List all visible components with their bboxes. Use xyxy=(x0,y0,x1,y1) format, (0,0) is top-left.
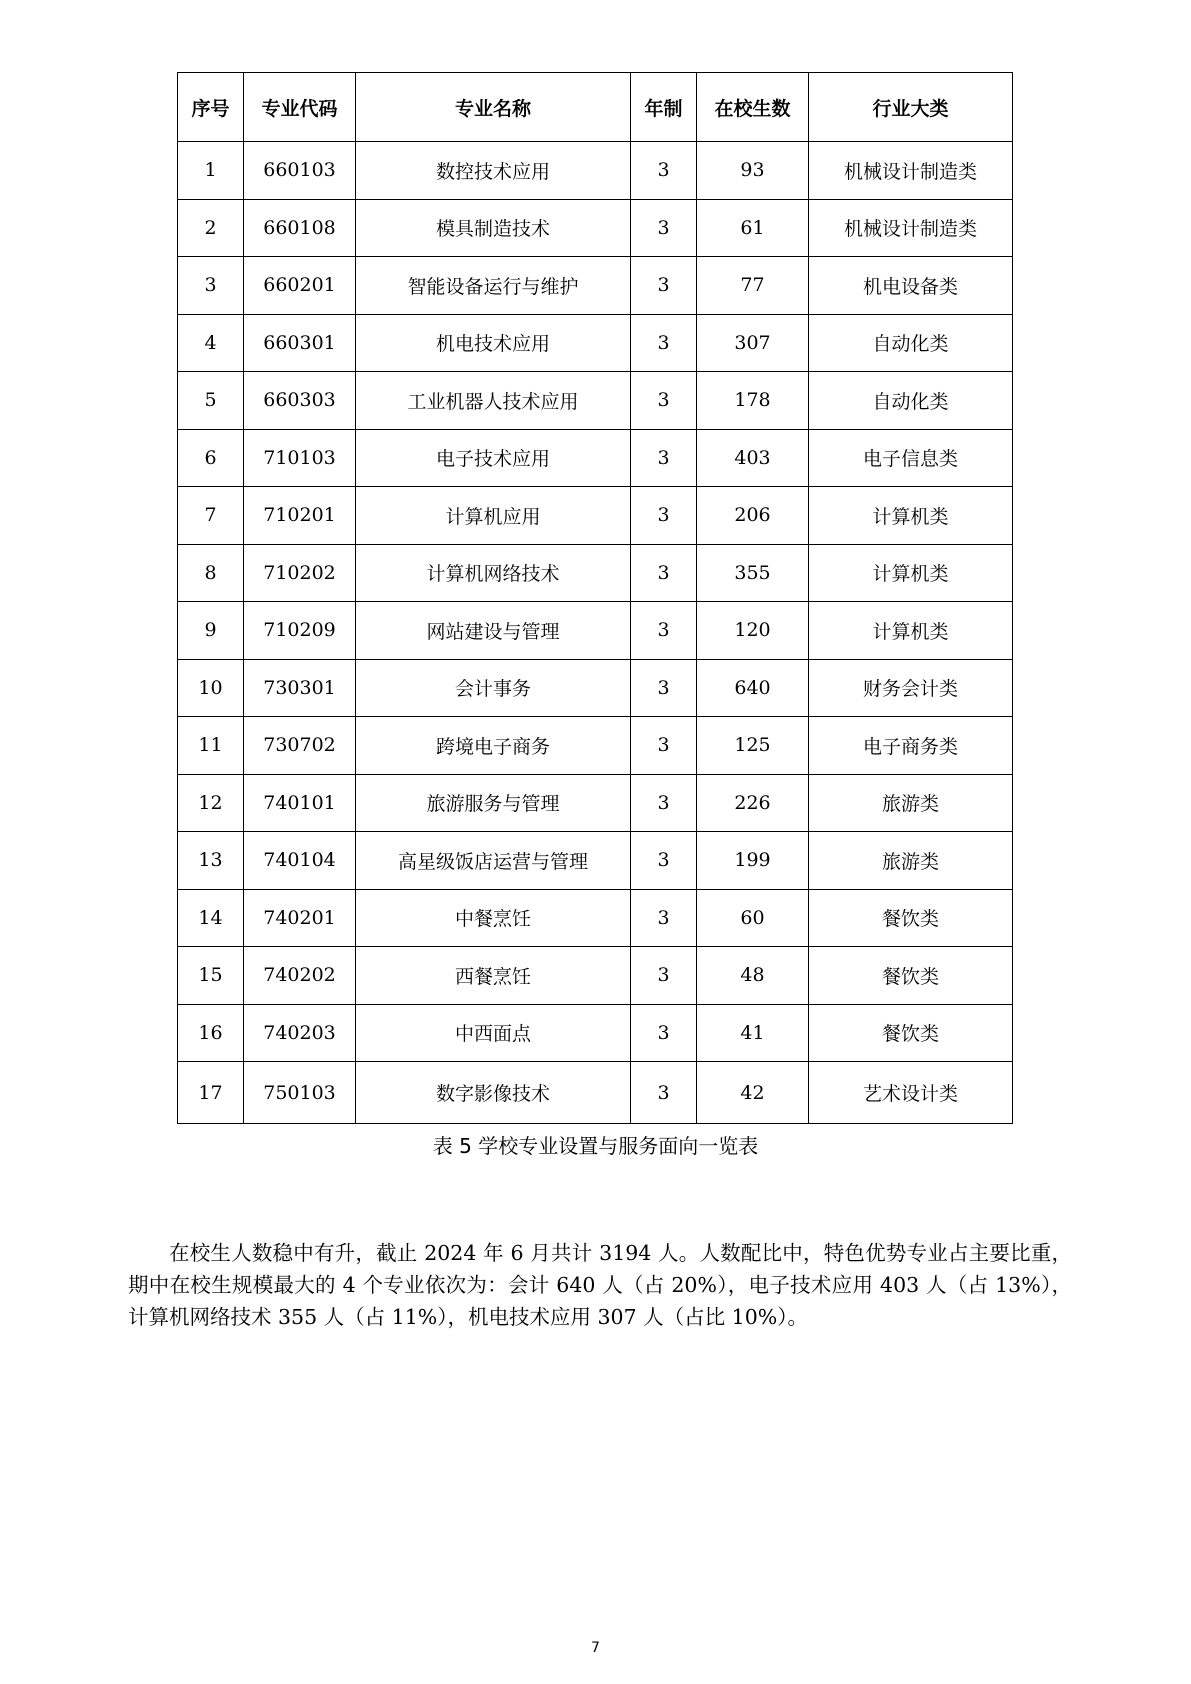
cell-enrollment: 60 xyxy=(697,889,809,947)
cell-enrollment: 206 xyxy=(697,487,809,545)
table-row xyxy=(178,487,1013,545)
cell-enrollment: 61 xyxy=(697,199,809,257)
majors-table xyxy=(177,72,1013,1124)
header-major-name: 专业名称 xyxy=(356,73,631,142)
cell-duration: 3 xyxy=(631,1062,697,1124)
cell-industry: 旅游类 xyxy=(809,774,1013,832)
cell-major-name: 网站建设与管理 xyxy=(356,602,631,660)
cell-index: 5 xyxy=(178,372,244,430)
table-row xyxy=(178,314,1013,372)
table-caption: 表 5 学校专业设置与服务面向一览表 xyxy=(432,1134,759,1158)
cell-major-code: 660301 xyxy=(244,314,356,372)
cell-major-name: 模具制造技术 xyxy=(356,199,631,257)
cell-major-code: 740203 xyxy=(244,1004,356,1062)
cell-major-code: 710209 xyxy=(244,602,356,660)
cell-enrollment: 48 xyxy=(697,947,809,1005)
cell-duration: 3 xyxy=(631,947,697,1005)
header-duration: 年制 xyxy=(631,73,697,142)
table-body xyxy=(178,142,1013,1124)
cell-major-name: 计算机网络技术 xyxy=(356,544,631,602)
table-row xyxy=(178,774,1013,832)
cell-major-name: 跨境电子商务 xyxy=(356,717,631,775)
cell-index: 16 xyxy=(178,1004,244,1062)
cell-index: 1 xyxy=(178,142,244,200)
table-row xyxy=(178,142,1013,200)
cell-industry: 计算机类 xyxy=(809,544,1013,602)
cell-index: 6 xyxy=(178,429,244,487)
cell-enrollment: 355 xyxy=(697,544,809,602)
cell-industry: 旅游类 xyxy=(809,832,1013,890)
cell-major-code: 730301 xyxy=(244,659,356,717)
header-major-code: 专业代码 xyxy=(244,73,356,142)
cell-major-name: 高星级饭店运营与管理 xyxy=(356,832,631,890)
cell-duration: 3 xyxy=(631,717,697,775)
cell-enrollment: 178 xyxy=(697,372,809,430)
cell-duration: 3 xyxy=(631,602,697,660)
cell-duration: 3 xyxy=(631,774,697,832)
cell-industry: 餐饮类 xyxy=(809,1004,1013,1062)
cell-major-name: 旅游服务与管理 xyxy=(356,774,631,832)
cell-enrollment: 226 xyxy=(697,774,809,832)
table-row xyxy=(178,889,1013,947)
table-header-row xyxy=(178,73,1013,142)
cell-index: 17 xyxy=(178,1062,244,1124)
cell-major-name: 中餐烹饪 xyxy=(356,889,631,947)
cell-major-name: 工业机器人技术应用 xyxy=(356,372,631,430)
cell-major-code: 710202 xyxy=(244,544,356,602)
table-row xyxy=(178,429,1013,487)
cell-major-code: 660201 xyxy=(244,257,356,315)
cell-enrollment: 307 xyxy=(697,314,809,372)
cell-duration: 3 xyxy=(631,487,697,545)
header-index: 序号 xyxy=(178,73,244,142)
cell-duration: 3 xyxy=(631,659,697,717)
cell-major-code: 740104 xyxy=(244,832,356,890)
cell-major-name: 电子技术应用 xyxy=(356,429,631,487)
cell-index: 13 xyxy=(178,832,244,890)
cell-index: 3 xyxy=(178,257,244,315)
cell-major-code: 740201 xyxy=(244,889,356,947)
cell-major-name: 机电技术应用 xyxy=(356,314,631,372)
table-row xyxy=(178,1004,1013,1062)
cell-duration: 3 xyxy=(631,429,697,487)
cell-index: 4 xyxy=(178,314,244,372)
cell-industry: 自动化类 xyxy=(809,372,1013,430)
cell-index: 2 xyxy=(178,199,244,257)
page-number: 7 xyxy=(591,1640,600,1656)
cell-industry: 财务会计类 xyxy=(809,659,1013,717)
table-row xyxy=(178,544,1013,602)
cell-duration: 3 xyxy=(631,832,697,890)
cell-index: 14 xyxy=(178,889,244,947)
cell-major-name: 计算机应用 xyxy=(356,487,631,545)
cell-major-name: 会计事务 xyxy=(356,659,631,717)
cell-major-name: 西餐烹饪 xyxy=(356,947,631,1005)
cell-index: 11 xyxy=(178,717,244,775)
cell-enrollment: 640 xyxy=(697,659,809,717)
cell-major-name: 数字影像技术 xyxy=(356,1062,631,1124)
table-row xyxy=(178,257,1013,315)
cell-enrollment: 125 xyxy=(697,717,809,775)
cell-major-code: 660103 xyxy=(244,142,356,200)
cell-major-code: 660108 xyxy=(244,199,356,257)
table-row xyxy=(178,1062,1013,1124)
cell-major-name: 数控技术应用 xyxy=(356,142,631,200)
table-row xyxy=(178,602,1013,660)
cell-duration: 3 xyxy=(631,544,697,602)
cell-enrollment: 199 xyxy=(697,832,809,890)
cell-industry: 电子信息类 xyxy=(809,429,1013,487)
cell-industry: 机械设计制造类 xyxy=(809,199,1013,257)
cell-duration: 3 xyxy=(631,199,697,257)
cell-industry: 电子商务类 xyxy=(809,717,1013,775)
cell-major-code: 740101 xyxy=(244,774,356,832)
cell-major-name: 智能设备运行与维护 xyxy=(356,257,631,315)
cell-duration: 3 xyxy=(631,142,697,200)
cell-duration: 3 xyxy=(631,1004,697,1062)
cell-major-code: 710103 xyxy=(244,429,356,487)
cell-major-name: 中西面点 xyxy=(356,1004,631,1062)
cell-enrollment: 120 xyxy=(697,602,809,660)
header-enrollment: 在校生数 xyxy=(697,73,809,142)
cell-industry: 餐饮类 xyxy=(809,947,1013,1005)
cell-enrollment: 93 xyxy=(697,142,809,200)
cell-enrollment: 41 xyxy=(697,1004,809,1062)
body-paragraph: 在校生人数稳中有升，截止 2024 年 6 月共计 3194 人。人数配比中，特色优势专业占主要比重，期中在校生规模最大的 4 个专业依次为：会计 640 人（占 20%），电子技术应用 403 人（占 13%），计算机网络技术 355 人（占 11%），机电技术应用 307 人（占比 10%）。 xyxy=(128,1240,1072,1329)
cell-duration: 3 xyxy=(631,257,697,315)
cell-major-code: 750103 xyxy=(244,1062,356,1124)
cell-index: 10 xyxy=(178,659,244,717)
cell-index: 8 xyxy=(178,544,244,602)
cell-major-code: 740202 xyxy=(244,947,356,1005)
table-row xyxy=(178,832,1013,890)
cell-duration: 3 xyxy=(631,314,697,372)
cell-index: 15 xyxy=(178,947,244,1005)
cell-enrollment: 403 xyxy=(697,429,809,487)
cell-index: 12 xyxy=(178,774,244,832)
cell-duration: 3 xyxy=(631,889,697,947)
header-industry: 行业大类 xyxy=(809,73,1013,142)
table-row xyxy=(178,659,1013,717)
cell-index: 7 xyxy=(178,487,244,545)
cell-industry: 自动化类 xyxy=(809,314,1013,372)
table-row xyxy=(178,947,1013,1005)
cell-enrollment: 77 xyxy=(697,257,809,315)
cell-industry: 计算机类 xyxy=(809,487,1013,545)
cell-industry: 餐饮类 xyxy=(809,889,1013,947)
cell-major-code: 660303 xyxy=(244,372,356,430)
cell-industry: 机械设计制造类 xyxy=(809,142,1013,200)
cell-duration: 3 xyxy=(631,372,697,430)
table-row xyxy=(178,717,1013,775)
table-row xyxy=(178,199,1013,257)
cell-index: 9 xyxy=(178,602,244,660)
cell-industry: 计算机类 xyxy=(809,602,1013,660)
cell-major-code: 710201 xyxy=(244,487,356,545)
table-row xyxy=(178,372,1013,430)
cell-industry: 艺术设计类 xyxy=(809,1062,1013,1124)
cell-enrollment: 42 xyxy=(697,1062,809,1124)
cell-industry: 机电设备类 xyxy=(809,257,1013,315)
cell-major-code: 730702 xyxy=(244,717,356,775)
